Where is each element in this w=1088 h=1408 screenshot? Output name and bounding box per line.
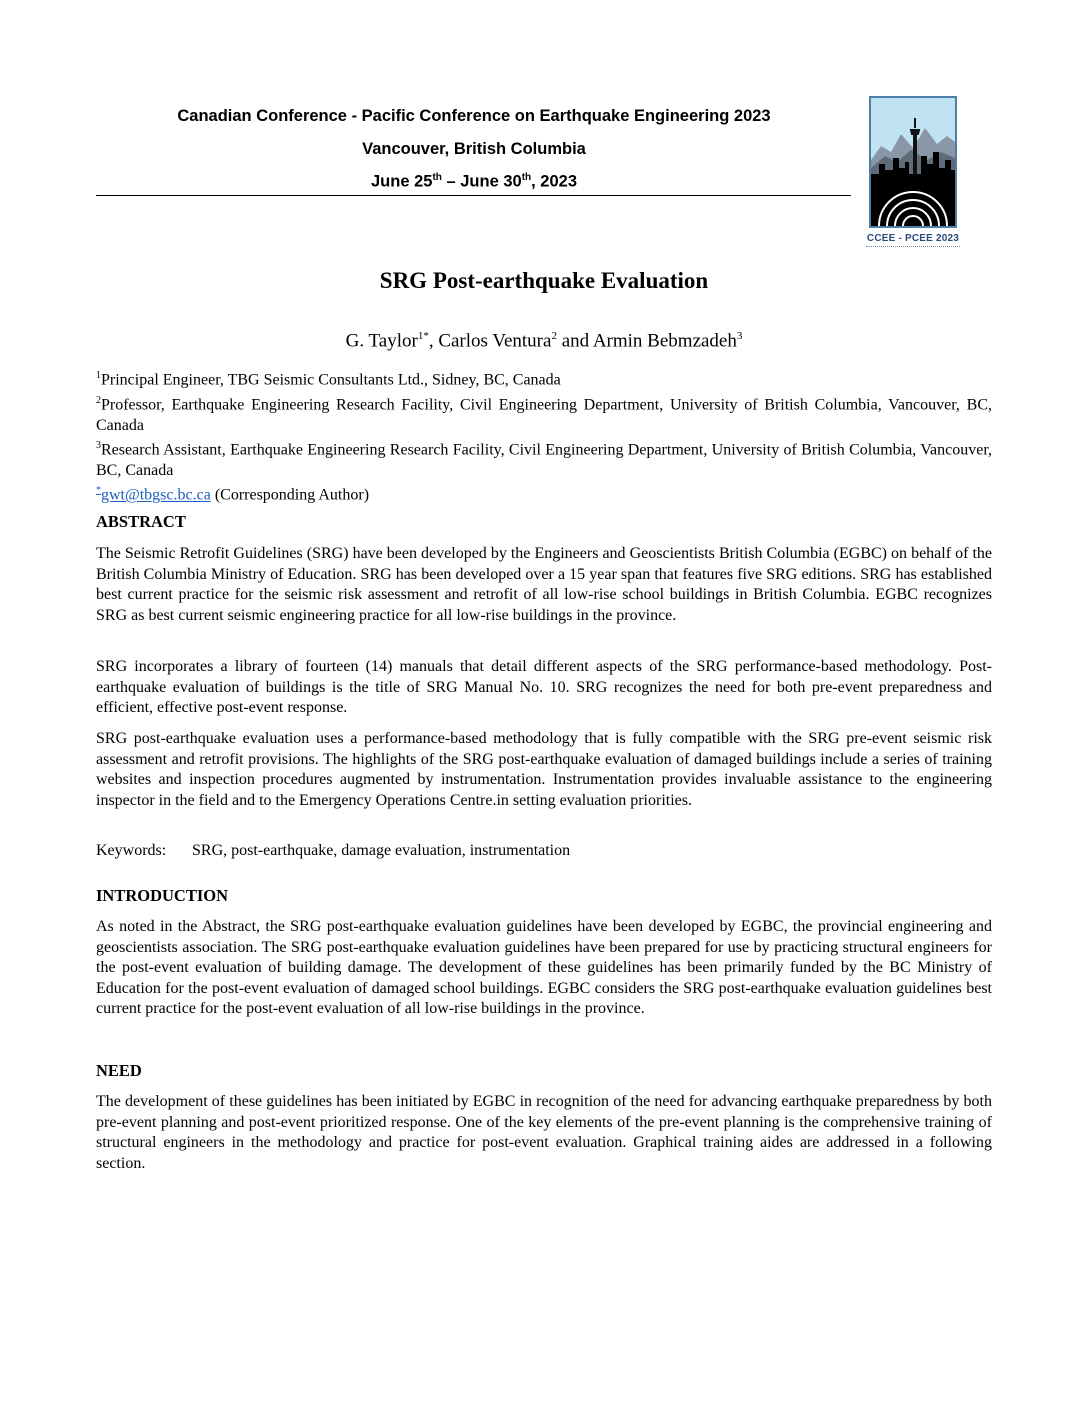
affiliation-1: $^1$Principal Engineer, TBG Seismic Consultants Ltd., Sidney, BC, Canada — [96, 370, 561, 389]
keywords-list: SRG, post-earthquake, damage evaluation, instrumentation — [192, 842, 571, 859]
need-paragraph: The development of these guidelines has been initiated by EGBC in recognition of the need for advancing earthquake preparedness by both pre-event planning and post-event prioritized response. One of the key elements of the pre-event planning is the comprehensive training of structural engineers in the methodology and practice for post-event evaluation. Graphical training aides are addressed in a following section. — [96, 1093, 992, 1172]
paper-title: SRG Post-earthquake Evaluation — [379, 268, 709, 293]
abstract-heading: ABSTRACT — [96, 512, 186, 531]
keywords — [96, 842, 570, 860]
header-divider — [96, 195, 851, 196]
conference-location: Vancouver, British Columbia — [362, 140, 586, 158]
abstract-paragraph-1: The Seismic Retrofit Guidelines (SRG) have been developed by the Engineers and Geoscientists British Columbia (EGBC) on behalf of the British Columbia Ministry of Education. SRG has been developed over a 15 year span that features five SRG editions. SRG has established best current practice for the seismic risk assessment and retrofit of all low-rise school buildings in British Columbia. EGBC recognizes SRG as best current seismic engineering practice for all low-rise buildings in the province. — [96, 545, 992, 624]
affiliation-2: $^2$Professor, Earthquake Engineering Research Facility, Civil Engineering Department, University of British Columbia, Vancouver, BC, Canada — [96, 394, 992, 434]
corresponding-author: *gwt@tbgsc.bc.ca (Corresponding Author) — [96, 485, 370, 504]
logo-caption: CCEE - PCEE 2023 — [866, 233, 960, 244]
introduction-heading: INTRODUCTION — [96, 886, 229, 905]
logo-underline — [866, 246, 960, 250]
affiliation-3: $^3$Research Assistant, Earthquake Engineering Research Facility, Civil Engineering Department, University of British Columbia, Vancouver, BC, Canada — [96, 440, 992, 479]
vancouver-skyline-seismic-logo — [869, 96, 957, 228]
corresponding-email-link[interactable]: gwt@tbgsc.bc.ca — [101, 486, 211, 504]
introduction-paragraph: As noted in the Abstract, the SRG post-earthquake evaluation guidelines have been developed by EGBC, the provincial engineering and geoscientists association. The SRG post-earthquake evaluation guidelines have been prepared for use by practicing structural engineers for the post-event evaluation of building damage. The development of these guidelines has been primarily funded by the BC Ministry of Education for the post-event evaluation of damaged school buildings. EGBC considers the SRG post-earthquake evaluation guidelines best current practice for the post-event evaluation of all low-rise buildings in the province. — [96, 918, 992, 1018]
conference-dates: June 25th – June 30th, 2023 — [370, 172, 578, 191]
abstract-paragraph-3: SRG post-earthquake evaluation uses a performance-based methodology that is fully compatible with the SRG pre-event seismic risk assessment and retrofit provisions. The highlights of the SRG post-earthquake evaluation of damaged buildings include a series of training websites and inspection procedures augmented by instrumentation. Instrumentation provides invaluable assistance to the engineering inspector in the field and to the Emergency Operations Centre.in setting evaluation priorities. — [96, 730, 992, 809]
affiliations — [96, 366, 992, 506]
abstract-paragraph-2: SRG incorporates a library of fourteen (14) manuals that detail different aspects of the SRG performance-based methodology. Post-earthquake evaluation of buildings is the title of SRG Manual No. 10. SRG recognizes the need for both pre-event preparedness and efficient, effective post-event response. — [96, 658, 992, 717]
author-list: G. Taylor$^{1*}$, Carlos Ventura$^2$ and Armin Bebmzadeh$^3$ — [345, 330, 743, 352]
conference-name: Canadian Conference - Pacific Conference on Earthquake Engineering 2023 — [177, 107, 771, 125]
keywords-label: Keywords: — [96, 842, 167, 859]
need-heading: NEED — [96, 1061, 142, 1080]
